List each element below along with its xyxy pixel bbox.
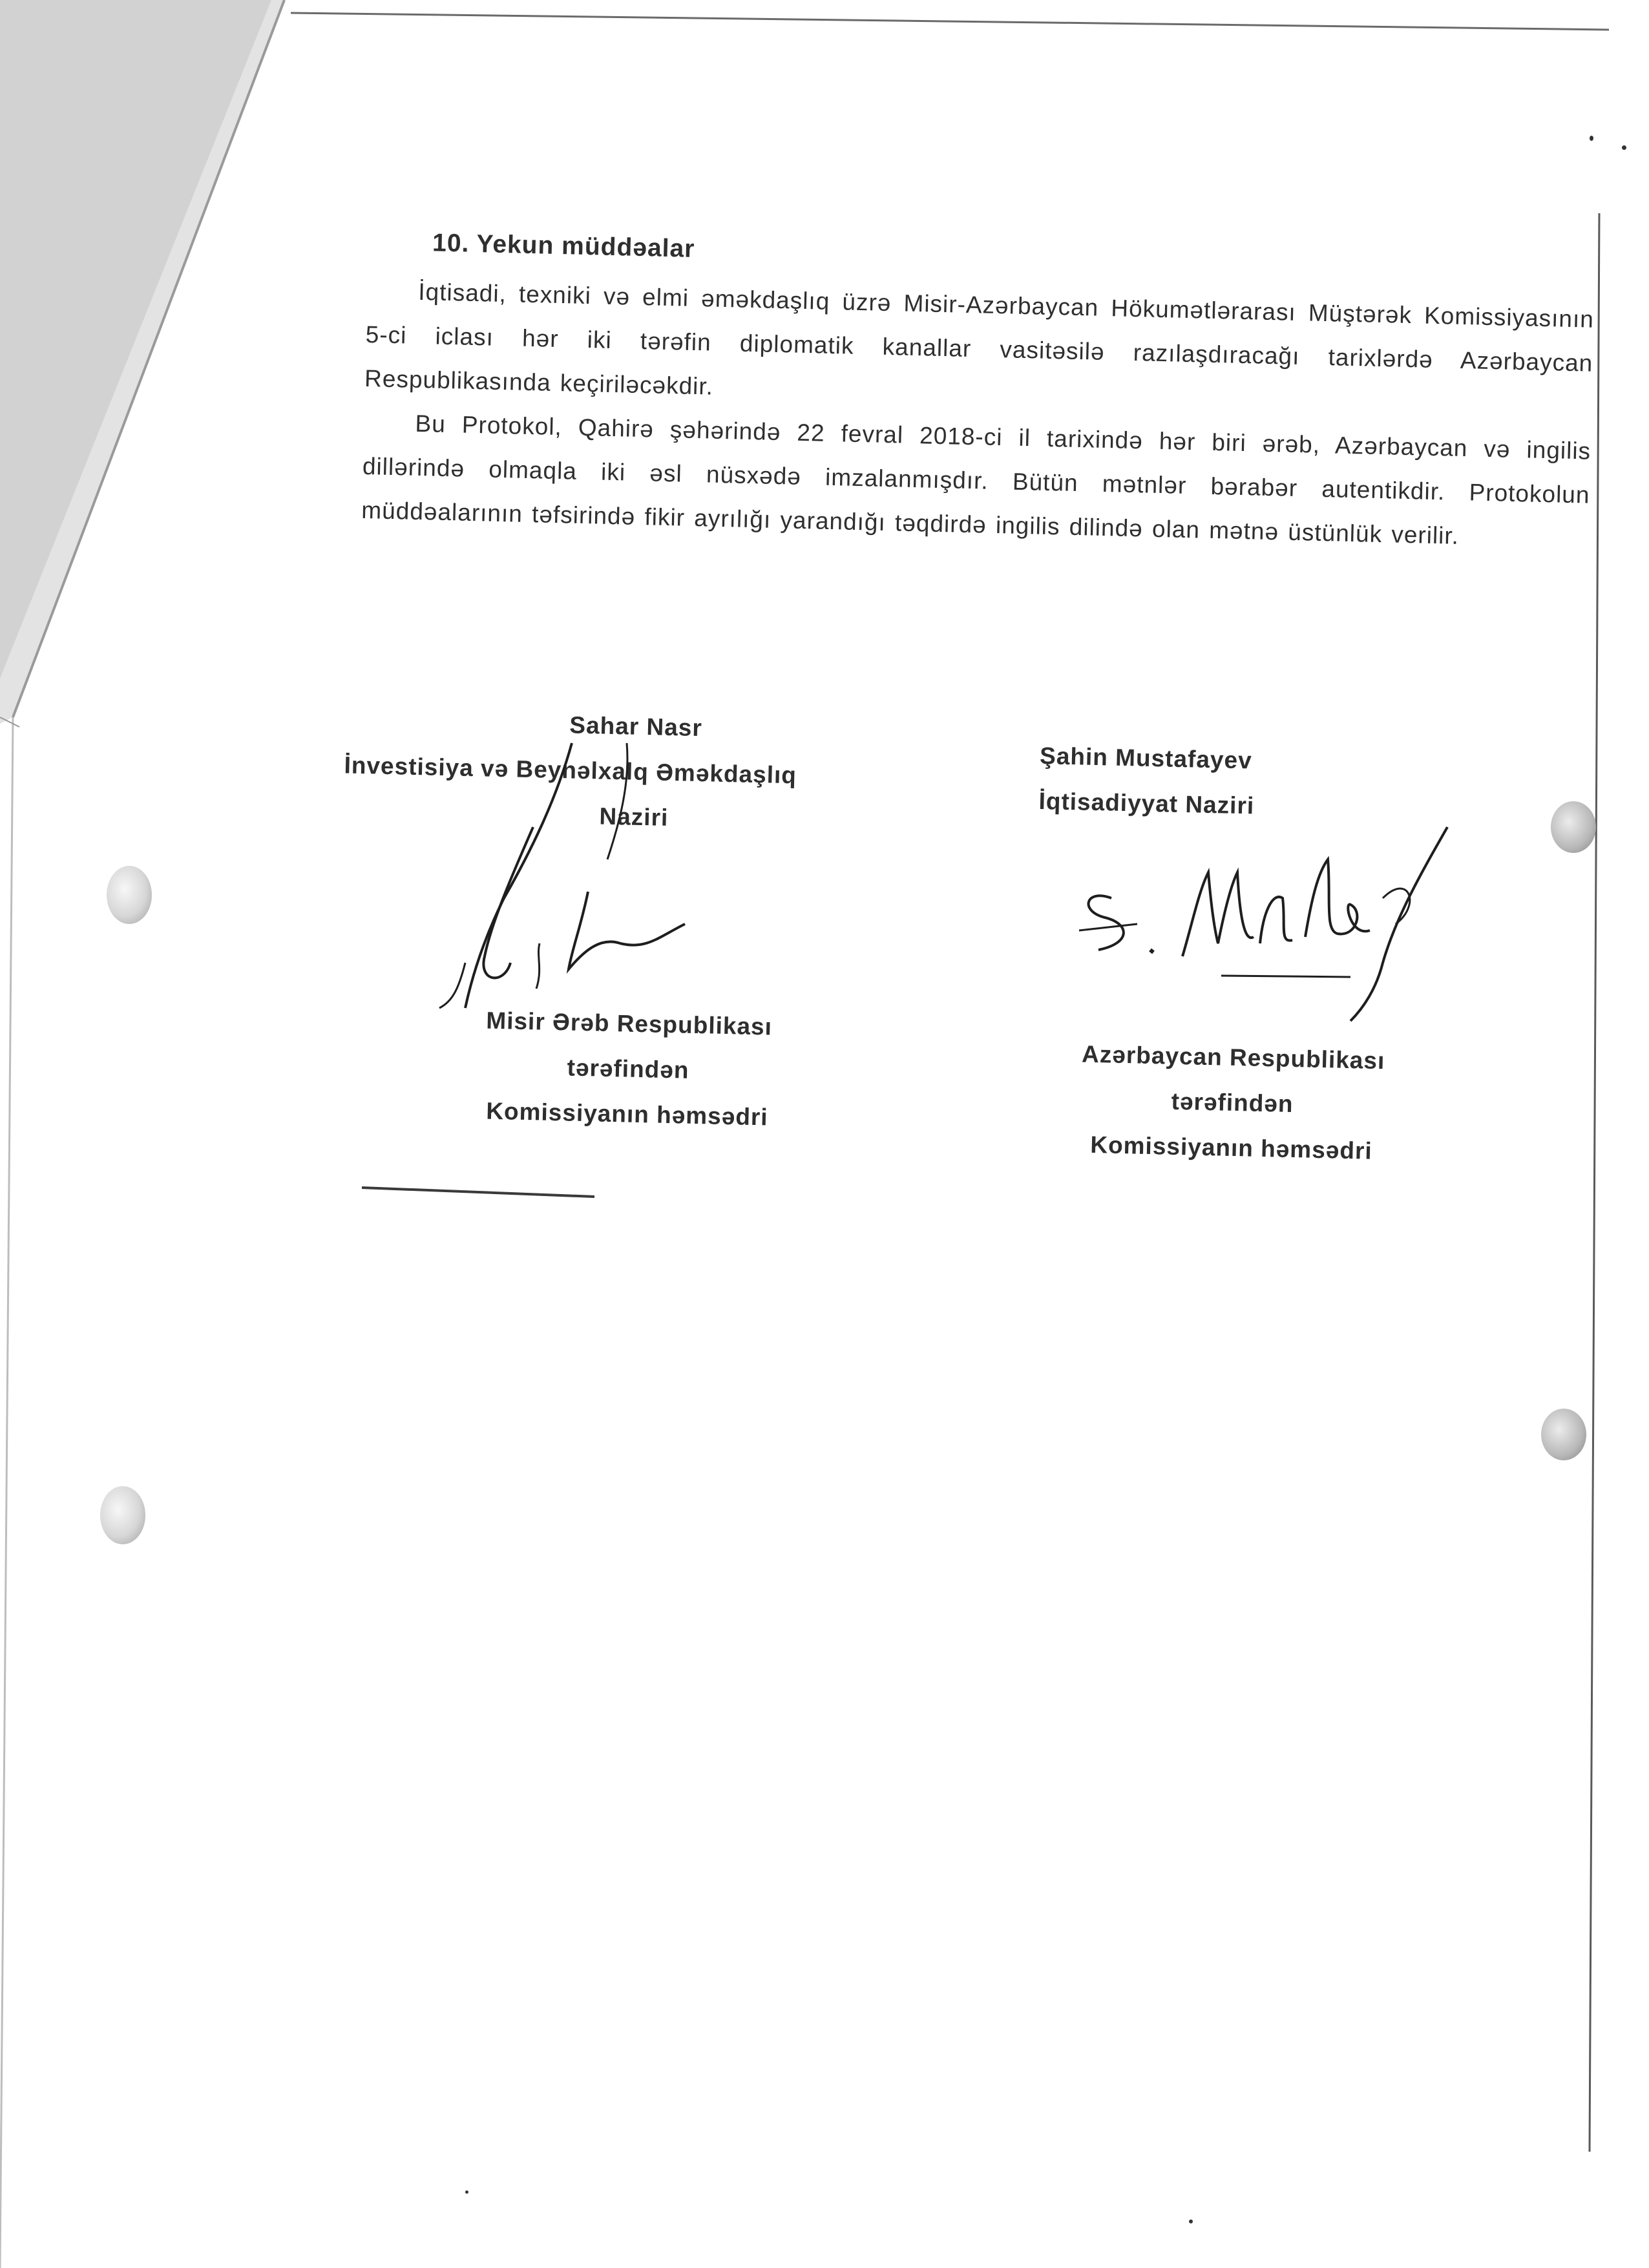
punch-hole-left-upper xyxy=(107,866,152,924)
right-handwritten-signature xyxy=(1060,814,1460,1027)
left-signatory-title-line2: Naziri xyxy=(599,803,669,831)
punch-hole-left-lower xyxy=(100,1486,145,1544)
punch-hole-right-upper xyxy=(1551,801,1596,853)
right-party-line2: tərəfindən xyxy=(1171,1087,1294,1118)
scan-speck xyxy=(465,2190,468,2194)
left-party-line3: Komissiyanın həmsədri xyxy=(485,1097,769,1131)
paragraph-commission-session: İqtisadi, texniki və elmi əməkdaşlıq üzrə Misir-Azərbaycan Hökumətlərarası Müştərək Komissiyasının 5-ci iclası hər iki tərəfin diplomatik kanallar vasitəsilə razılaşdıracağı tarixlərdə Azərbaycan Respublikasında keçiriləcəkdir. xyxy=(364,278,1595,400)
punch-hole-right-lower xyxy=(1541,1409,1586,1460)
paragraph-protocol-signing: Bu Protokol, Qahirə şəhərində 22 fevral 2018-ci il tarixində hər biri ərəb, Azərbaycan və ingilis dillərində olmaqla iki əsl nüsxədə imzalanmışdır. Bütün mətnlər bərabər autentikdir. Protokolun müddəalarının təfsirində fikir ayrılığı yarandığı təqdirdə ingilis dilində olan mətnə üstünlük verilir. xyxy=(361,410,1591,549)
scan-speck xyxy=(1590,136,1593,141)
scan-speck xyxy=(1189,2220,1193,2223)
left-party-line1: Misir Ərəb Respublikası xyxy=(485,1007,773,1040)
left-signatory-name: Sahar Nasr xyxy=(569,711,703,742)
final-provisions-section xyxy=(361,220,1596,562)
right-party-line3: Komissiyanın həmsədri xyxy=(1089,1131,1373,1164)
section-heading: 10. Yekun müddəalar xyxy=(432,229,695,263)
right-signatory-name: Şahin Mustafayev xyxy=(1039,742,1253,774)
right-signatory-title-line1: İqtisadiyyat Naziri xyxy=(1038,787,1255,819)
left-signatory-title-line1: İnvestisiya və Beynəlxalq Əməkdaşlıq xyxy=(344,751,797,789)
right-party-line1: Azərbaycan Respublikası xyxy=(1081,1040,1385,1075)
left-party-line2: tərəfindən xyxy=(567,1054,689,1084)
left-handwritten-signature xyxy=(414,730,775,1027)
scan-speck xyxy=(1622,145,1626,150)
